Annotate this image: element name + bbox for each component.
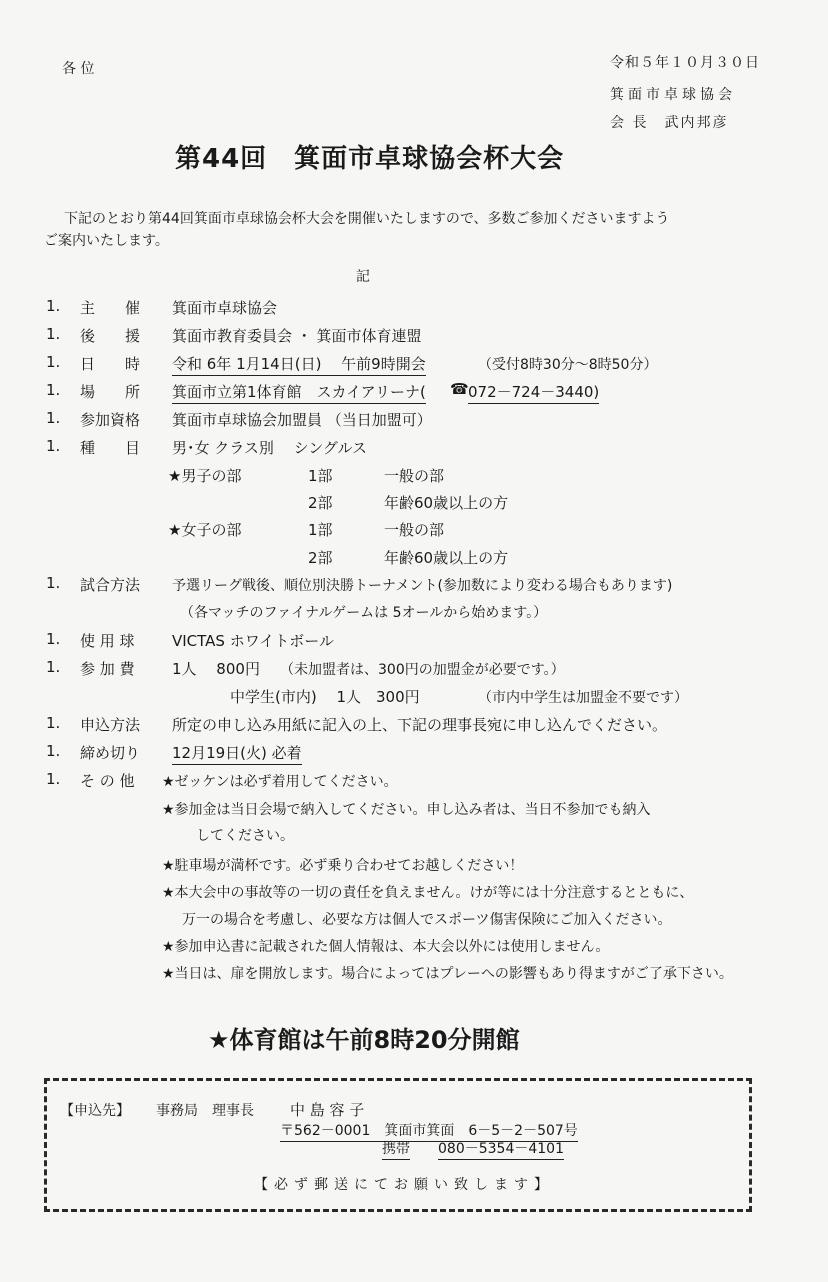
phone-icon: ☎: [450, 380, 469, 398]
item-label: 使 用 球: [80, 632, 135, 650]
item-value: 予選リーグ戦後、順位別決勝トーナメント(参加数により変わる場合もあります): [172, 578, 673, 594]
item-label: 参 加 費: [80, 660, 135, 678]
item-label: 参加資格: [80, 411, 141, 429]
division-1: 1部: [308, 521, 333, 539]
opening-notice: ★体育館は午前8時20分開館: [208, 1026, 520, 1054]
item-label: 試合方法: [80, 576, 141, 594]
division-general: 一般の部: [384, 467, 445, 485]
item-label: 場 所: [80, 383, 141, 401]
president: 会 長 武内邦彦: [610, 115, 729, 131]
mail-note: 【必ず郵送にてお願い致します】: [254, 1177, 554, 1193]
reception-time: （受付8時30分～8時50分）: [478, 357, 658, 373]
item-number: 1.: [46, 381, 61, 399]
note-line: してください。: [196, 828, 294, 844]
deadline-value: 12月19日(火) 必着: [172, 742, 302, 765]
item-number: 1.: [46, 437, 61, 455]
item-label: 種 目: [80, 439, 141, 457]
intro-line-2: ご案内いたします。: [44, 233, 169, 249]
item-number: 1.: [46, 714, 61, 732]
contact-role: 事務局 理事長: [156, 1103, 254, 1119]
item-number: 1.: [46, 409, 61, 427]
mobile-label: 携帯: [382, 1138, 410, 1160]
note-line: ★当日は、扉を開放します。場合によってはプレーへの影響もあり得ますがご了承下さい。: [162, 966, 733, 982]
organization: 箕面市卓球協会: [610, 87, 736, 103]
final-game-note: （各マッチのファイナルゲームは 5オールから始めます。）: [180, 605, 548, 621]
item-number: 1.: [46, 658, 61, 676]
item-value: 所定の申し込み用紙に記入の上、下記の理事長宛に申し込んでください。: [172, 716, 668, 734]
item-label: そ の 他: [80, 772, 135, 790]
venue-phone: 072－724－3440): [468, 381, 599, 404]
note-line: ★ゼッケンは必ず着用してください。: [162, 774, 398, 790]
women-division-label: ★女子の部: [168, 521, 242, 539]
item-number: 1.: [46, 770, 61, 788]
item-label: 申込方法: [80, 716, 141, 734]
item-value: 箕面市卓球協会: [172, 299, 278, 317]
item-label: 日 時: [80, 355, 141, 373]
adult-fee-note: （未加盟者は、300円の加盟金が必要です。）: [280, 662, 565, 678]
item-value: 令和 6年 1月14日(日) 午前9時開会: [172, 353, 426, 376]
item-number: 1.: [46, 325, 61, 343]
men-division-label: ★男子の部: [168, 467, 242, 485]
item-number: 1.: [46, 630, 61, 648]
division-general: 一般の部: [384, 521, 445, 539]
addressee: 各 位: [62, 61, 95, 77]
contact-name: 中 島 容 子: [290, 1101, 365, 1119]
division-over60: 年齢60歳以上の方: [384, 494, 509, 512]
note-line: ★駐車場が満杯です。必ず乗り合わせてお越しください！: [162, 858, 524, 874]
division-1: 1部: [308, 467, 333, 485]
page-title: 第44回 箕面市卓球協会杯大会: [175, 144, 565, 174]
item-label: 主 催: [80, 299, 141, 317]
item-number: 1.: [46, 742, 61, 760]
intro-line-1: 下記のとおり第44回箕面市卓球協会杯大会を開催いたしますので、多数ご参加くださいますよう: [64, 211, 670, 227]
note-line: ★参加申込書に記載された個人情報は、本大会以外には使用しません。: [162, 939, 610, 955]
division-2: 2部: [308, 549, 333, 567]
note-line: ★参加金は当日会場で納入してください。申し込み者は、当日不参加でも納入: [162, 802, 651, 818]
item-number: 1.: [46, 353, 61, 371]
item-value: VICTAS ホワイトボール: [172, 632, 334, 650]
contact-address: 〒562－0001 箕面市箕面 6－5－2－507号: [280, 1120, 578, 1142]
division-2: 2部: [308, 494, 333, 512]
item-value: 男･女 クラス別 シングルス: [172, 439, 368, 457]
note-line: 万一の場合を考慮し、必要な方は個人でスポーツ傷害保険にご加入ください。: [182, 912, 672, 928]
student-fee-note: （市内中学生は加盟金不要です）: [478, 690, 688, 706]
mobile-number: 080－5354－4101: [438, 1138, 564, 1160]
item-number: 1.: [46, 574, 61, 592]
issue-date: 令和５年１０月３０日: [610, 55, 760, 71]
item-number: 1.: [46, 297, 61, 315]
item-value: 箕面市教育委員会 ・ 箕面市体育連盟: [172, 327, 422, 345]
ki-heading: 記: [356, 269, 370, 285]
division-over60: 年齢60歳以上の方: [384, 549, 509, 567]
note-line: ★本大会中の事故等の一切の責任を負えません。けが等には十分注意するとともに、: [162, 885, 694, 901]
contact-label: 【申込先】: [60, 1103, 130, 1119]
student-fee: 中学生(市内) 1人 300円: [230, 688, 420, 706]
venue-name: 箕面市立第1体育館 スカイアリーナ(: [172, 381, 426, 404]
adult-fee: 1人 800円: [172, 660, 260, 678]
item-value: 箕面市卓球協会加盟員 （当日加盟可）: [172, 411, 432, 429]
item-label: 後 援: [80, 327, 141, 345]
item-label: 締め切り: [80, 744, 141, 762]
